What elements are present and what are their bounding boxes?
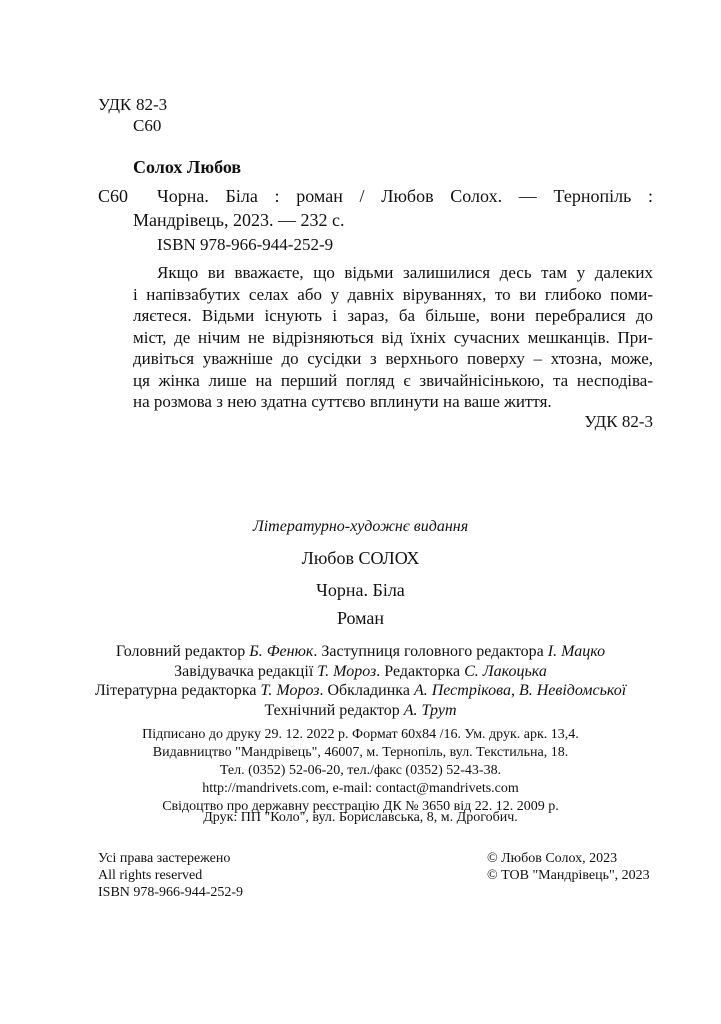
staff-line [0, 662, 721, 682]
author-mark: С60 [133, 116, 162, 135]
staff-role: Головний редактор [115, 643, 250, 660]
book-title: Чорна. Біла [316, 580, 405, 600]
annotation-line: Якщо ви вважаєте, що відьми залишилися десь там у далеких [157, 263, 653, 282]
imprint-certificate: Свідоцтво про державну реєстрацію ДК № 3650 від 22. 12. 2009 р. [162, 799, 559, 814]
staff-line [0, 642, 721, 662]
annotation-line: ляєтеся. Відьми існують і зараз, ба більше, вони перебралися до [133, 306, 653, 325]
staff-role: . Обкладинка [319, 682, 414, 699]
footer-right [487, 850, 650, 884]
imprint-signed: Підписано до друку 29. 12. 2022 р. Формат 60х84 /16. Ум. друк. арк. 13,4. [142, 727, 579, 742]
edition-type: Літературно-художнє видання [252, 518, 469, 535]
genre: Роман [336, 608, 385, 628]
annotation-udk: УДК 82-3 [584, 412, 653, 431]
staff-person-name: А. Пестрікова [413, 682, 511, 699]
bib-mark: С60 [98, 186, 129, 206]
staff-person-name: В. Невідомської [518, 682, 627, 699]
staff-line [0, 701, 721, 721]
staff-person-name: Т. Мороз [317, 662, 377, 680]
imprint-phones: Тел. (0352) 52-06-20, тел./факс (0352) 52-43-38. [219, 763, 502, 778]
bib-isbn: ISBN 978-966-944-252-9 [157, 235, 334, 254]
udk-label: УДК [98, 95, 132, 114]
imprint-printer: Друк: ПП "Коло", вул. Бориславська, 8, м. Дрогобич. [203, 810, 518, 825]
imprint-web: http://mandrivets.com, e-mail: contact@mandrivets.com [202, 781, 519, 796]
copyright-author: © Любов Солох, 2023 [487, 851, 618, 866]
staff-person-name: С. Лакоцька [464, 662, 547, 680]
staff-person-name: А. Трут [403, 701, 457, 719]
imprint-publisher: Видавництво "Мандрівець", 46007, м. Тернопіль, вул. Текстильна, 18. [152, 745, 569, 760]
annotation-line: на розмова з нею здатна суттєво вплинути на ваше життя. [133, 392, 552, 411]
copyright-publisher: © ТОВ "Мандрівець", 2023 [487, 868, 650, 883]
footer-left [98, 850, 243, 901]
annotation [133, 262, 653, 413]
staff-role: . Заступниця головного редактора [313, 643, 548, 660]
rights-en: All rights reserved [98, 868, 203, 883]
staff-role: Завідувачка редакції [174, 662, 318, 680]
annotation-line: дивіться уважніше до сусідки з верхнього поверху – хтозна, може, [133, 349, 653, 368]
staff-role: Літературна редакторка [94, 682, 261, 699]
udk-code: 82-3 [136, 95, 168, 114]
staff-credits [0, 642, 721, 720]
staff-role: Технічний редактор [264, 701, 404, 719]
annotation-line: ця жінка лише на перший погляд є звичайнісінькою, та несподіва- [133, 370, 653, 390]
staff-role: , [510, 682, 519, 699]
author-name: Любов СОЛОХ [301, 548, 420, 568]
bib-line-1: Чорна. Біла : роман / Любов Солох. — Тернопіль : [157, 186, 653, 206]
annotation-line: міст, де нічим не відрізняються від їхніх сучасних мешканців. При- [133, 327, 653, 347]
footer-isbn: ISBN 978-966-944-252-9 [98, 885, 244, 900]
bib-line-2: Мандрівець, 2023. — 232 с. [133, 210, 345, 230]
annotation-line: і напівзабутих селах або у давніх віруваннях, то ви глибоко поми- [133, 284, 653, 304]
author-heading: Солох Любов [133, 157, 242, 177]
imprint [0, 726, 721, 816]
staff-person-name: І. Мацко [547, 643, 606, 660]
rights-ua: Усі права застережено [98, 851, 231, 866]
staff-person-name: Т. Мороз [260, 682, 320, 699]
staff-role: . Редакторка [376, 662, 465, 680]
staff-person-name: Б. Фенюк [249, 643, 314, 660]
staff-line [0, 681, 721, 701]
